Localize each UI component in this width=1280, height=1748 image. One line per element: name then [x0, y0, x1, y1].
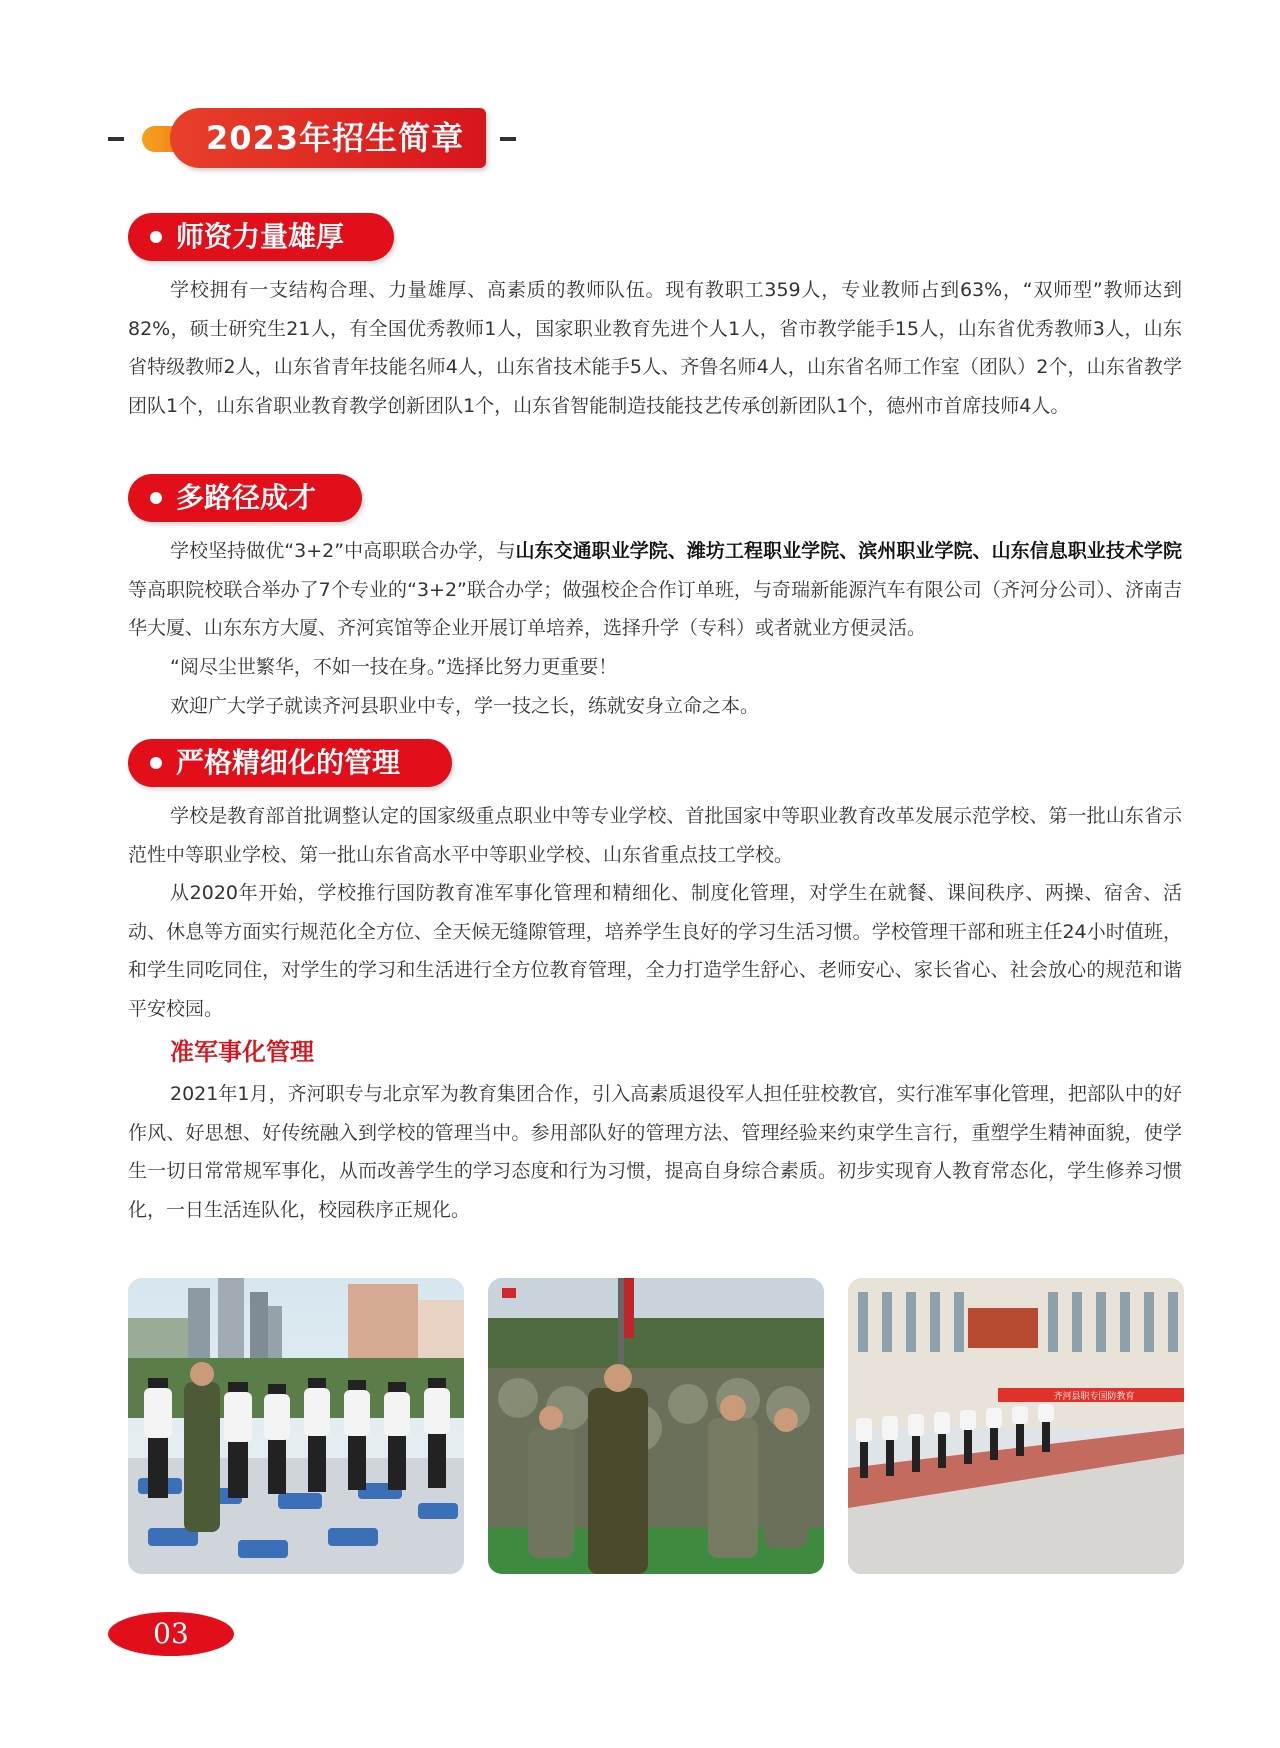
page-number: 03 [108, 1612, 234, 1656]
photo-students-bedding-training [128, 1278, 464, 1574]
page-title: 2023年招生简章 [206, 119, 465, 157]
section-heading-faculty: 师资力量雄厚 [128, 213, 394, 261]
military-management-paragraph: 2021年1月，齐河职专与北京军为教育集团合作，引入高素质退役军人担任驻校教官，实行准军事化管理，把部队中的好作风、好思想、好传统融入到学校的管理当中。参用部队好的管理方法、管理经验来约束学生言行，重塑学生精神面貌，使学生一切日常常规军事化，从而改善学生的学习态度和行为习惯，提高自身综合素质。初步实现育人教育常态化，学生修养习惯化，一日生活连队化，校园秩序正规化。 [128, 1083, 1182, 1221]
management-paragraph-1: 学校是教育部首批调整认定的国家级重点职业中等专业学校、首批国家中等职业教育改革发展示范学校、第一批山东省示范性中等职业学校、第一批山东省高水平中等职业学校、山东省重点技工学校。 [128, 805, 1182, 866]
management-paragraph-2: 从2020年开始，学校推行国防教育准军事化管理和精细化、制度化管理，对学生在就餐、课间秩序、两操、宿舍、活动、休息等方面实行规范化全方位、全天候无缝隙管理，培养学生良好的学习生活习惯。学校管理干部和班主任24小时值班，和学生同吃同住，对学生的学习和生活进行全方位教育管理，全力打造学生舒心、老师安心、家长省心、社会放心的规范和谐平安校园。 [128, 882, 1182, 1020]
title-dash-right [500, 137, 516, 141]
title-dash-left [108, 137, 124, 141]
faculty-paragraph: 学校拥有一支结构合理、力量雄厚、高素质的教师队伍。现有教职工359人，专业教师占到63%，“双师型”教师达到82%，硕士研究生21人，有全国优秀教师1人，国家职业教育先进个人1人，省市教学能手15人，山东省优秀教师3人，山东省特级教师2人，山东省青年技能名师4人，山东省技术能手5人、齐鲁名师4人，山东省名师工作室（团队）2个，山东省教学团队1个，山东省职业教育教学创新团队1个，山东省智能制造技能技艺传承创新团队1个，德州市首席技师4人。 [128, 279, 1182, 417]
career-paragraph-2: “阅尽尘世繁华，不如一技在身。”选择比努力更重要！ [170, 656, 618, 678]
photo-students-marching [848, 1278, 1184, 1574]
page-title-banner [108, 108, 528, 168]
banner-sign: 齐河县职专国防教育 [1053, 1392, 1135, 1402]
bullet-dot-icon [150, 231, 162, 243]
section-heading-management: 严格精细化的管理 [128, 739, 452, 787]
subheading-military-management: 准军事化管理 [170, 1038, 314, 1066]
bullet-dot-icon [150, 757, 162, 769]
career-paragraph-3: 欢迎广大学子就读齐河县职业中专，学一技之长，练就安身立命之本。 [170, 695, 760, 717]
section-heading-career-paths: 多路径成才 [128, 474, 362, 522]
bullet-dot-icon [150, 492, 162, 504]
partner-colleges: 山东交通职业学院、潍坊工程职业学院、滨州职业学院、山东信息职业技术学院 [515, 540, 1182, 562]
photo-military-training-group [488, 1278, 824, 1574]
career-paragraph-1: 学校坚持做优“3+2”中高职联合办学，与山东交通职业学院、潍坊工程职业学院、滨州职业学院、山东信息职业技术学院等高职院校联合举办了7个专业的“3+2”联合办学；做强校企合作订单班，与奇瑞新能源汽车有限公司（齐河分公司）、济南吉华大厦、山东东方大厦、齐河宾馆等企业开展订单培养，选择升学（专科）或者就业方便灵活。 [128, 540, 1182, 639]
